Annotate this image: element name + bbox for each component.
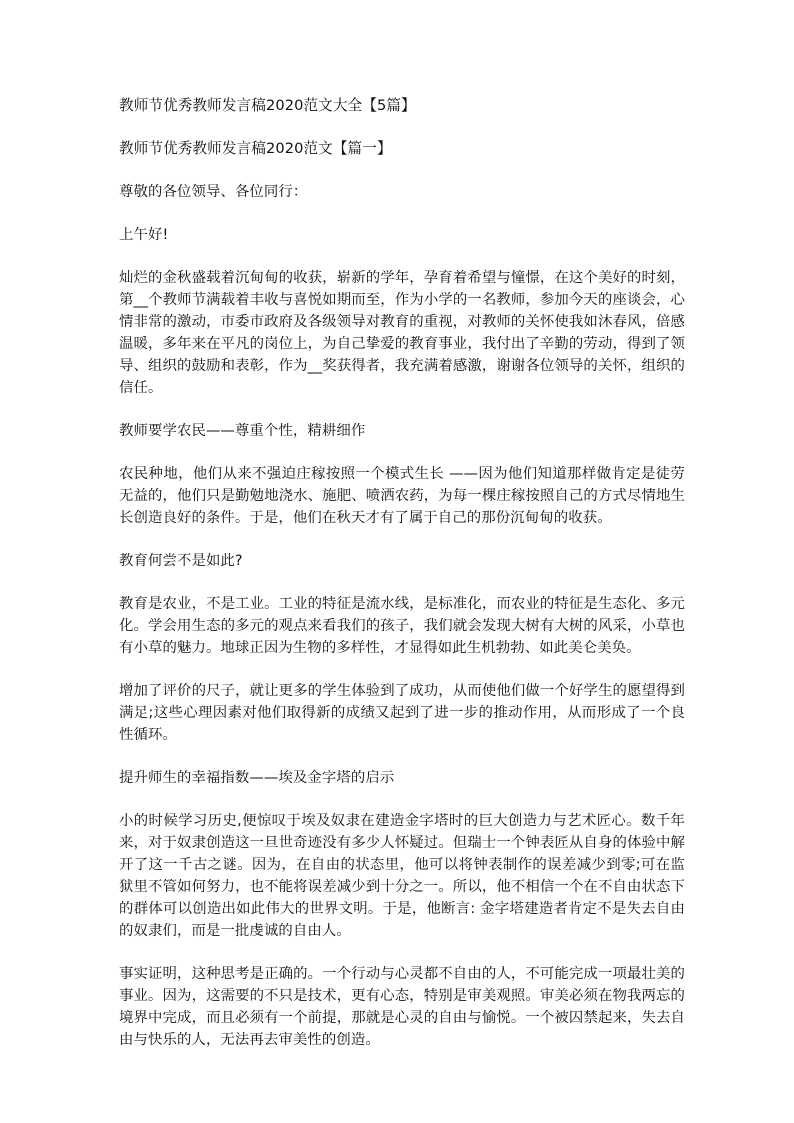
paragraph-5: 小的时候学习历史,便惊叹于埃及奴隶在建造金字塔时的巨大创造力与艺术匠心。数千年来，对于奴隶创造这一旦世奇迹没有多少人怀疑过。但瑞士一个钟表匠从自身的体验中解开了这一千古之谜。因为，在自由的状态里，他可以将钟表制作的误差减少到零;可在监狱里不管如何努力，也不能将误差减少到十分之一。所以，他不相信一个在不自由状态下的群体可以创造出如此伟大的世界文明。于是，他断言: 金字塔建造者肯定不是失去自由的奴隶们，而是一批虔诚的自由人。 <box>119 813 685 939</box>
paragraph-1: 灿烂的金秋盛载着沉甸甸的收获，崭新的学年，孕育着希望与憧憬，在这个美好的时刻，第__个教师节满载着丰收与喜悦如期而至，作为小学的一名教师，参加今天的座谈会，心情非常的激动，市委市政府及各级领导对教育的重视，对教师的关怀使我如沐春风，倍感温暖，多年来在平凡的岗位上，为自己挚爱的教育事业，我付出了辛勤的劳动，得到了领导、组织的鼓励和表彰，作为__奖获得者，我充满着感激，谢谢各位领导的关怀，组织的信任。 <box>119 270 685 396</box>
greeting: 上午好! <box>119 227 169 243</box>
section-heading-pyramid: 提升师生的幸福指数——埃及金字塔的启示 <box>119 770 395 786</box>
document-body <box>119 95 685 1051</box>
paragraph-2: 农民种地，他们从来不强迫庄稼按照一个模式生长 ——因为他们知道那样做肯定是徒劳无益的，他们只是勤勉地浇水、施肥、喷洒农药，为每一棵庄稼按照自己的方式尽情地生长创造良好的条件。于是，他们在秋天才有了属于自己的那份沉甸甸的收获。 <box>119 466 685 526</box>
paragraph-6: 事实证明，这种思考是正确的。一个行动与心灵都不自由的人，不可能完成一项最壮美的事业。因为，这需要的不只是技术，更有心态，特别是审美观照。审美必须在物我两忘的境界中完成，而且必须有一个前提，那就是心灵的自由与愉悦。一个被囚禁起来，失去自由与快乐的人，无法再去审美性的创造。 <box>119 966 685 1048</box>
document-title: 教师节优秀教师发言稿2020范文大全【5篇】 <box>119 97 416 114</box>
section-heading-farmer: 教师要学农民——尊重个性，精耕细作 <box>119 423 366 439</box>
paragraph-4: 增加了评价的尺子，就让更多的学生体验到了成功，从而使他们做一个好学生的愿望得到满足;这些心理因素对他们取得新的成绩又起到了进一步的推动作用，从而形成了一个良性循环。 <box>119 683 685 743</box>
salutation: 尊敬的各位领导、各位同行： <box>119 184 308 200</box>
paragraph-3: 教育是农业，不是工业。工业的特征是流水线，是标准化，而农业的特征是生态化、多元化。学会用生态的多元的观点来看我们的孩子，我们就会发现大树有大树的风采，小草也有小草的魅力。地球正因为生物的多样性，才显得如此生机勃勃、如此美仑美奂。 <box>119 596 685 656</box>
document-subtitle: 教师节优秀教师发言稿2020范文【篇一】 <box>119 140 392 157</box>
question-line: 教育何尝不是如此? <box>119 553 243 569</box>
